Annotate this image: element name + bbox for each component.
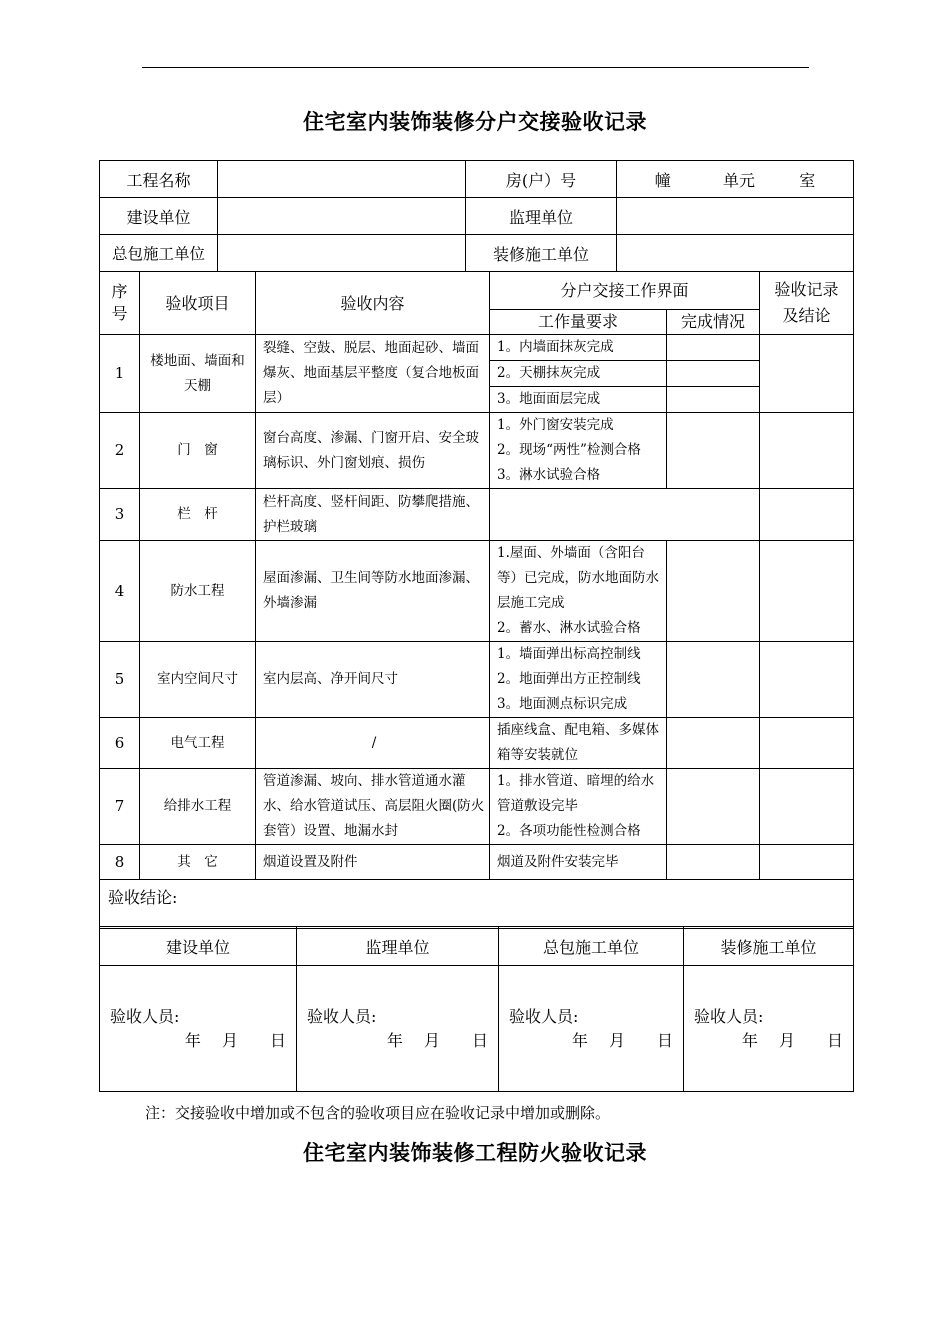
conclusion-label: 验收结论:	[108, 888, 178, 907]
completion-cell[interactable]	[667, 361, 760, 387]
completion-cell[interactable]	[667, 335, 760, 361]
completion-cell[interactable]	[667, 413, 760, 489]
row-seq: 3	[100, 489, 140, 541]
completion-cell[interactable]	[667, 642, 760, 718]
row-content: 管道渗漏、坡向、排水管道通水灌水、给水管道试压、高层阻火圈(防火套管）设置、地漏水封	[256, 769, 490, 845]
row-item: 栏 杆	[140, 489, 256, 541]
row-requirement: 2。地面弹出方正控制线	[497, 671, 641, 687]
record-header: 验收记录及结论	[760, 272, 854, 335]
row-content: 室内层高、净开间尺寸	[256, 642, 490, 718]
inspector-label: 验收人员:	[694, 1006, 764, 1026]
project-info-table	[99, 160, 854, 272]
inspector-label: 验收人员:	[307, 1006, 377, 1026]
row-requirements	[490, 413, 667, 489]
row-requirement: 3。地面测点标识完成	[497, 696, 628, 712]
row-requirements	[490, 541, 667, 642]
row-item: 室内空间尺寸	[140, 642, 256, 718]
signoff-cell[interactable]	[499, 966, 684, 1092]
row-item: 防水工程	[140, 541, 256, 642]
conclusion-cell[interactable]	[100, 880, 854, 929]
row-seq: 2	[100, 413, 140, 489]
row-content: 窗台高度、渗漏、门窗开启、安全玻璃标识、外门窗划痕、损伤	[256, 413, 490, 489]
completion-cell[interactable]	[667, 541, 760, 642]
decoration-contractor-field[interactable]	[617, 235, 854, 272]
date-label: 年 月 日	[741, 1030, 843, 1050]
supervisor-label: 监理单位	[466, 198, 617, 235]
record-cell[interactable]	[760, 413, 854, 489]
row-seq: 7	[100, 769, 140, 845]
signoff-unit: 总包施工单位	[499, 927, 684, 966]
room-label: 房(户）号	[466, 161, 617, 198]
row-content: /	[256, 718, 490, 769]
row-requirement: 1.屋面、外墙面（含阳台等）已完成，防水地面防水层施工完成	[497, 545, 659, 611]
project-name-label: 工程名称	[100, 161, 218, 198]
record-cell[interactable]	[760, 769, 854, 845]
record-cell[interactable]	[760, 335, 854, 413]
item-header: 验收项目	[140, 272, 256, 335]
date-label: 年 月 日	[571, 1030, 673, 1050]
project-name-field[interactable]	[218, 161, 466, 198]
builder-label: 建设单位	[100, 198, 218, 235]
inspection-table	[99, 271, 854, 929]
row-requirements	[490, 769, 667, 845]
row-seq: 1	[100, 335, 140, 413]
row-item: 电气工程	[140, 718, 256, 769]
row-seq: 8	[100, 845, 140, 880]
date-label: 年 月 日	[184, 1030, 286, 1050]
row-requirements	[490, 642, 667, 718]
signoff-unit: 装修施工单位	[684, 927, 854, 966]
row-seq: 5	[100, 642, 140, 718]
row-seq: 6	[100, 718, 140, 769]
row-requirement: 2。现场“两性”检测合格	[497, 442, 641, 458]
supervisor-field[interactable]	[617, 198, 854, 235]
signoff-unit: 监理单位	[297, 927, 499, 966]
date-label: 年 月 日	[386, 1030, 488, 1050]
room-number-field[interactable]	[617, 161, 854, 198]
row-item: 楼地面、墙面和天棚	[140, 335, 256, 413]
row-item: 其 它	[140, 845, 256, 880]
seq-header: 序号	[100, 272, 140, 335]
content-header: 验收内容	[256, 272, 490, 335]
inspector-label: 验收人员:	[110, 1006, 180, 1026]
interface-header: 分户交接工作界面	[490, 272, 760, 310]
next-section-title: 住宅室内装饰装修工程防火验收记录	[303, 1141, 647, 1165]
signoff-table	[99, 926, 854, 1092]
row-requirement: 3。地面面层完成	[490, 387, 667, 413]
signoff-cell[interactable]	[100, 966, 297, 1092]
row-requirement: 1。外门窗安装完成	[497, 417, 614, 433]
record-cell[interactable]	[760, 718, 854, 769]
row-requirement: 1。墙面弹出标高控制线	[497, 646, 641, 662]
interface-cell[interactable]	[490, 489, 760, 541]
room-unit-label: 室	[799, 170, 816, 190]
row-content: 屋面渗漏、卫生间等防水地面渗漏、外墙渗漏	[256, 541, 490, 642]
record-cell[interactable]	[760, 642, 854, 718]
general-contractor-field[interactable]	[218, 235, 466, 272]
row-requirement: 2。各项功能性检测合格	[497, 823, 641, 839]
workload-header: 工作量要求	[490, 310, 667, 335]
completion-cell[interactable]	[667, 845, 760, 880]
row-requirement: 1。排水管道、暗埋的给水管道敷设完毕	[497, 773, 655, 814]
row-requirement: 烟道及附件安装完毕	[490, 845, 667, 880]
record-cell[interactable]	[760, 845, 854, 880]
header-rule	[142, 67, 809, 68]
building-label: 幢	[654, 170, 671, 190]
general-contractor-label: 总包施工单位	[100, 235, 218, 272]
row-seq: 4	[100, 541, 140, 642]
signoff-cell[interactable]	[684, 966, 854, 1092]
row-content: 栏杆高度、竖杆间距、防攀爬措施、护栏玻璃	[256, 489, 490, 541]
unit-label: 单元	[722, 170, 755, 190]
row-requirement: 2。蓄水、淋水试验合格	[497, 620, 641, 636]
row-requirement: 3。淋水试验合格	[497, 467, 601, 483]
footnote: 注：交接验收中增加或不包含的验收项目应在验收记录中增加或删除。	[145, 1104, 611, 1122]
record-cell[interactable]	[760, 541, 854, 642]
record-cell[interactable]	[760, 489, 854, 541]
signoff-unit: 建设单位	[100, 927, 297, 966]
page-title: 住宅室内装饰装修分户交接验收记录	[303, 110, 647, 134]
builder-field[interactable]	[218, 198, 466, 235]
decoration-contractor-label: 装修施工单位	[466, 235, 617, 272]
row-requirement: 1。内墙面抹灰完成	[490, 335, 667, 361]
row-content: 裂缝、空鼓、脱层、地面起砂、墙面爆灰、地面基层平整度（复合地板面层）	[256, 335, 490, 413]
row-item: 门 窗	[140, 413, 256, 489]
completion-header: 完成情况	[667, 310, 760, 335]
row-requirement: 2。天棚抹灰完成	[490, 361, 667, 387]
signoff-cell[interactable]	[297, 966, 499, 1092]
row-item: 给排水工程	[140, 769, 256, 845]
row-requirement: 插座线盒、配电箱、多媒体箱等安装就位	[490, 718, 667, 769]
completion-cell[interactable]	[667, 769, 760, 845]
completion-cell[interactable]	[667, 387, 760, 413]
completion-cell[interactable]	[667, 718, 760, 769]
row-content: 烟道设置及附件	[256, 845, 490, 880]
inspector-label: 验收人员:	[509, 1006, 579, 1026]
